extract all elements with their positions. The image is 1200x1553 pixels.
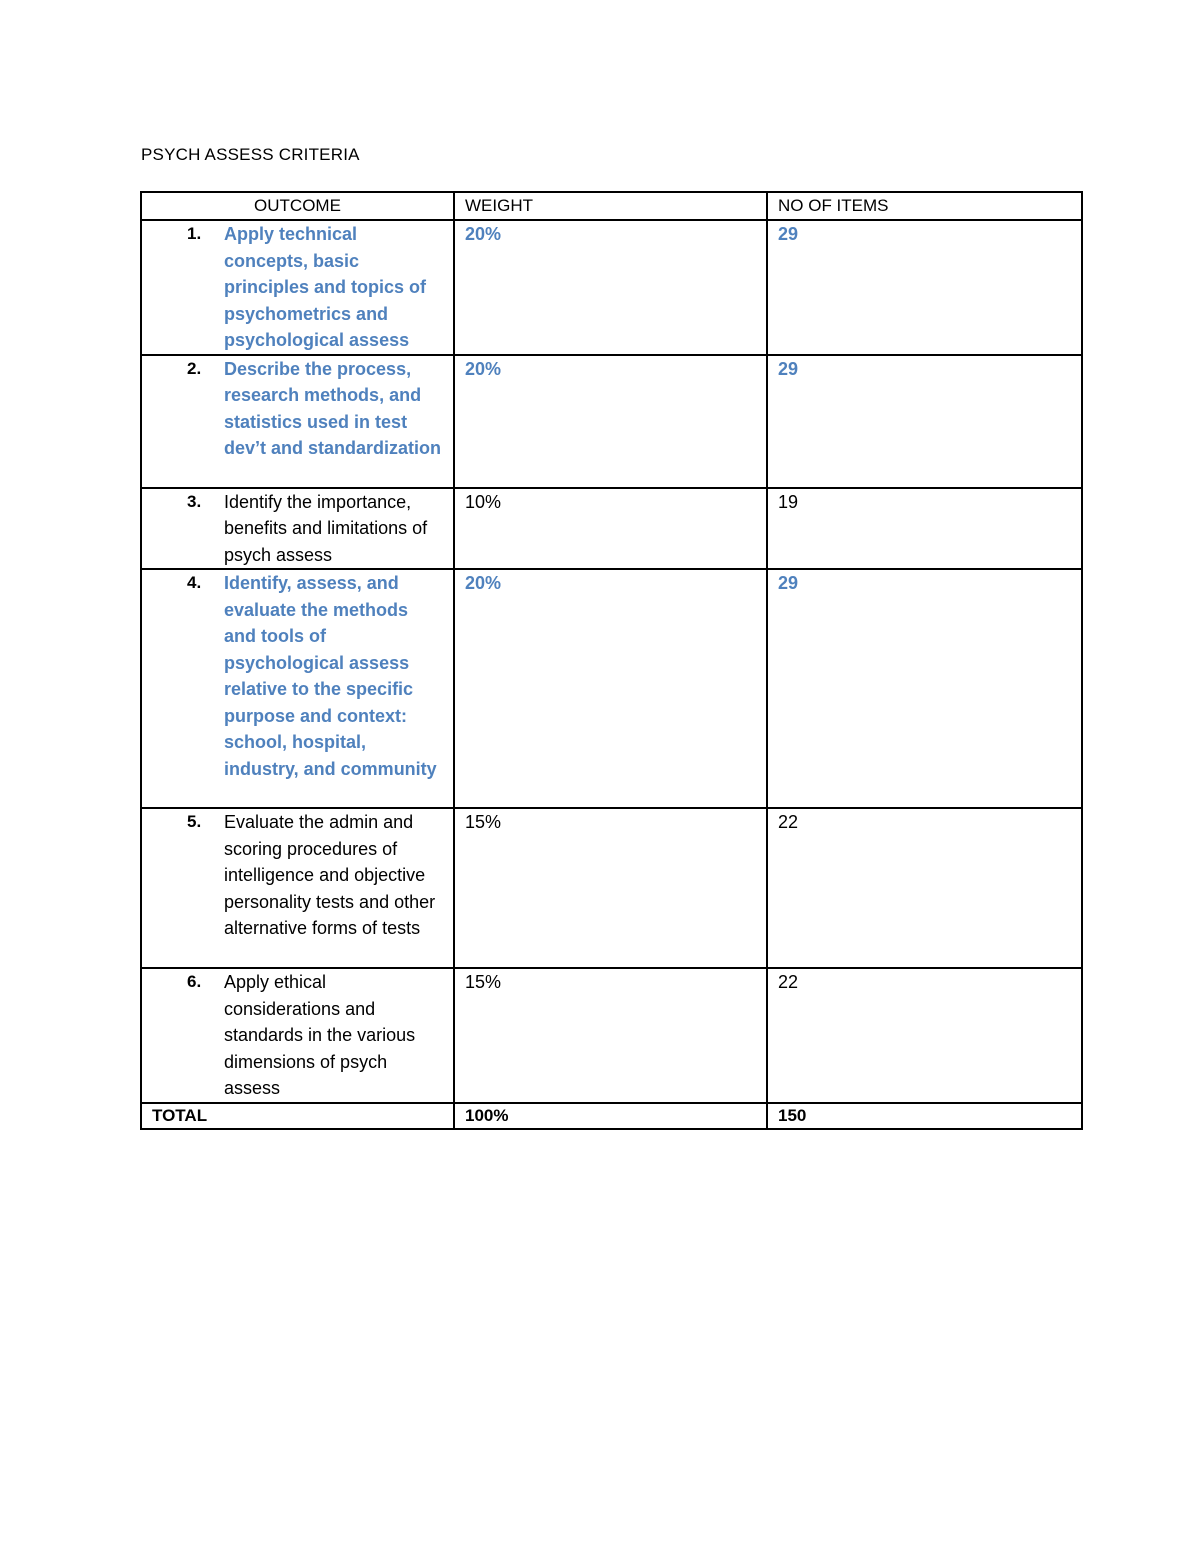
weight-cell <box>454 968 767 1103</box>
items-cell <box>767 808 1082 968</box>
total-items: 150 <box>767 1103 1082 1129</box>
outcome-text: Describe the process, research methods, and statistics used in test dev’t and standardization <box>224 358 442 458</box>
header-items: NO OF ITEMS <box>767 192 1082 220</box>
table-row <box>141 968 1082 1103</box>
weight-cell <box>454 808 767 968</box>
outcome-cell <box>141 488 454 570</box>
outcome-cell <box>141 355 454 488</box>
document-title: PSYCH ASSESS CRITERIA <box>141 145 360 164</box>
items-cell <box>767 220 1082 355</box>
header-outcome: OUTCOME <box>141 192 454 220</box>
weight-value: 20% <box>465 224 502 244</box>
outcome-cell <box>141 220 454 355</box>
outcome-cell <box>141 569 454 808</box>
table-row <box>141 220 1082 355</box>
items-value: 19 <box>778 491 799 512</box>
items-value: 29 <box>778 224 799 244</box>
weight-value: 15% <box>465 812 502 832</box>
row-number: 6. <box>187 972 202 991</box>
table-row <box>141 355 1082 488</box>
total-label: TOTAL <box>141 1103 454 1129</box>
outcome-text: Apply technical concepts, basic principles and topics of psychometrics and psychological assess <box>224 224 427 350</box>
items-value: 29 <box>778 358 799 379</box>
weight-value: 20% <box>465 573 502 593</box>
total-row <box>141 1103 1082 1129</box>
total-weight: 100% <box>454 1103 767 1129</box>
items-value: 29 <box>778 573 799 593</box>
weight-cell <box>454 355 767 488</box>
row-number: 4. <box>187 573 202 592</box>
weight-value: 10% <box>465 491 502 512</box>
outcome-text: Apply ethical considerations and standards in the various dimensions of psych assess <box>224 972 416 1098</box>
table-row <box>141 808 1082 968</box>
table-header-row <box>141 192 1082 220</box>
row-number: 3. <box>187 491 202 511</box>
table-row <box>141 488 1082 570</box>
weight-value: 15% <box>465 972 502 992</box>
outcome-cell <box>141 968 454 1103</box>
row-number: 1. <box>187 224 202 243</box>
outcome-text: Identify, assess, and evaluate the methods and tools of psychological assess relative to the specific purpose and context: school, hospital, industry, and community <box>224 573 437 779</box>
items-value: 22 <box>778 972 799 992</box>
table-row <box>141 569 1082 808</box>
outcome-text: Evaluate the admin and scoring procedures of intelligence and objective personality tests and other alternative forms of tests <box>224 812 436 938</box>
weight-cell <box>454 220 767 355</box>
items-cell <box>767 488 1082 570</box>
items-cell <box>767 355 1082 488</box>
items-cell <box>767 569 1082 808</box>
items-cell <box>767 968 1082 1103</box>
header-weight: WEIGHT <box>454 192 767 220</box>
criteria-table <box>140 191 1083 1130</box>
outcome-cell <box>141 808 454 968</box>
weight-cell <box>454 488 767 570</box>
row-number: 5. <box>187 812 202 831</box>
items-value: 22 <box>778 812 799 832</box>
weight-cell <box>454 569 767 808</box>
row-number: 2. <box>187 358 202 378</box>
weight-value: 20% <box>465 358 502 379</box>
outcome-text: Identify the importance, benefits and limitations of psych assess <box>224 491 428 565</box>
